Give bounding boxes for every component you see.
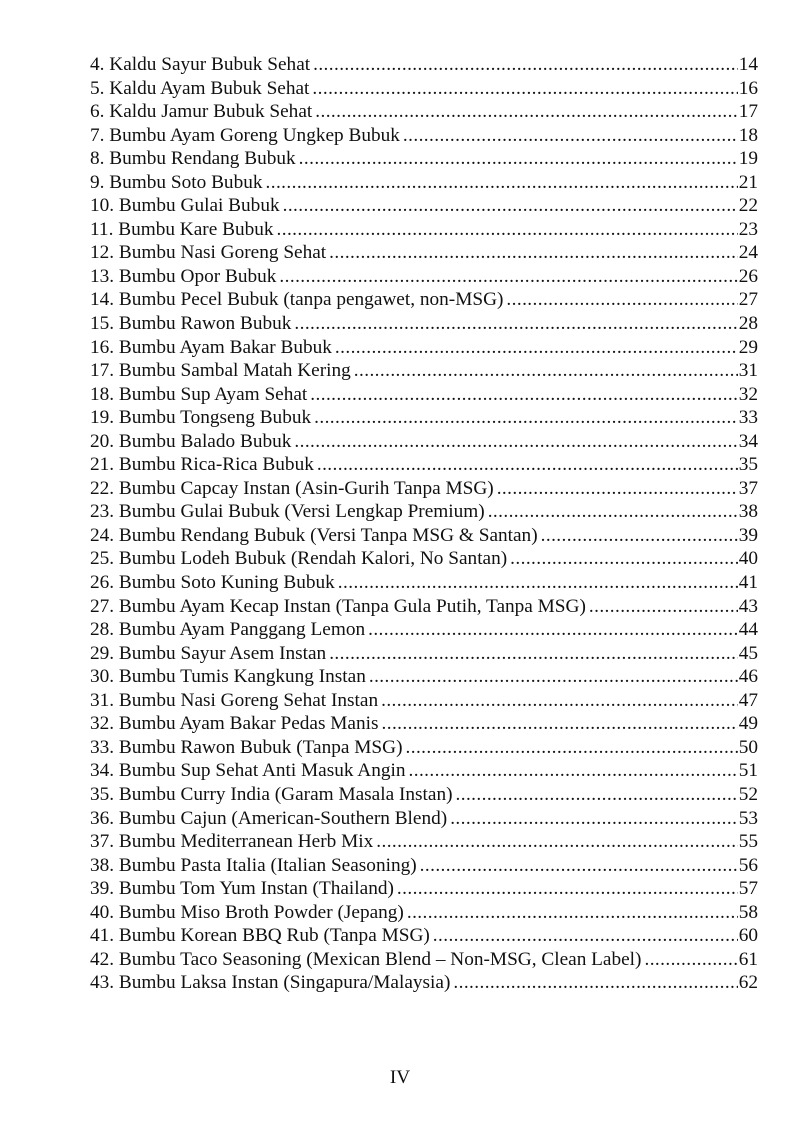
toc-entry[interactable] (90, 618, 758, 642)
toc-entry-title: 4. Kaldu Sayur Bubuk Sehat (90, 54, 311, 75)
toc-entry-title: 32. Bumbu Ayam Bakar Pedas Manis (90, 713, 379, 735)
toc-entry-page: 53 (738, 807, 758, 829)
toc-entry-page: 19 (738, 148, 758, 170)
toc-entry-title: 23. Bumbu Gulai Bubuk (Versi Lengkap Premium) (90, 501, 485, 523)
toc-entry-page: 40 (738, 548, 758, 570)
dot-leader (294, 312, 737, 336)
toc-entry[interactable] (90, 477, 758, 501)
dot-leader (541, 524, 738, 548)
toc-entry-page: 27 (738, 289, 758, 311)
toc-entry[interactable] (90, 406, 758, 430)
toc-entry[interactable] (90, 430, 758, 454)
toc-entry[interactable] (90, 524, 758, 548)
dot-leader (312, 77, 737, 101)
toc-entry-title: 36. Bumbu Cajun (American-Southern Blend) (90, 807, 448, 829)
toc-entry-page: 21 (738, 171, 758, 193)
toc-entry-title: 19. Bumbu Tongseng Bubuk (90, 407, 312, 429)
toc-entry-page: 26 (738, 265, 758, 287)
toc-entry-title: 35. Bumbu Curry India (Garam Masala Instan) (90, 783, 453, 805)
toc-entry-page: 31 (738, 360, 758, 382)
dot-leader (310, 383, 737, 407)
dot-leader (433, 924, 738, 948)
toc-entry[interactable] (90, 665, 758, 689)
toc-entry-title: 24. Bumbu Rendang Bubuk (Versi Tanpa MSG & Santan) (90, 524, 538, 546)
dot-leader (409, 759, 738, 783)
dot-leader (397, 877, 738, 901)
toc-entry-title: 8. Bumbu Rendang Bubuk (90, 148, 296, 170)
toc-entry-title: 14. Bumbu Pecel Bubuk (tanpa pengawet, non-MSG) (90, 289, 504, 311)
toc-entry[interactable] (90, 736, 758, 760)
dot-leader (329, 642, 738, 666)
dot-leader (368, 618, 738, 642)
toc-entry-page: 14 (738, 54, 758, 75)
dot-leader (317, 453, 738, 477)
toc-entry-title: 38. Bumbu Pasta Italia (Italian Seasoning) (90, 854, 417, 876)
toc-entry[interactable] (90, 288, 758, 312)
toc-entry-title: 39. Bumbu Tom Yum Instan (Thailand) (90, 878, 394, 900)
dot-leader (382, 712, 738, 736)
toc-entry[interactable] (90, 241, 758, 265)
dot-leader (589, 595, 738, 619)
toc-entry-page: 34 (738, 430, 758, 452)
toc-entry-page: 33 (738, 407, 758, 429)
toc-entry-page: 61 (738, 948, 758, 970)
toc-entry-title: 34. Bumbu Sup Sehat Anti Masuk Angin (90, 760, 406, 782)
toc-entry[interactable] (90, 783, 758, 807)
toc-entry-title: 21. Bumbu Rica-Rica Bubuk (90, 454, 314, 476)
dot-leader (456, 783, 738, 807)
toc-entry[interactable] (90, 547, 758, 571)
toc-entry-page: 38 (738, 501, 758, 523)
dot-leader (407, 901, 738, 925)
toc-entry-title: 42. Bumbu Taco Seasoning (Mexican Blend – Non-MSG, Clean Label) (90, 948, 642, 970)
dot-leader (283, 194, 738, 218)
toc-entry[interactable] (90, 595, 758, 619)
toc-entry-page: 32 (738, 383, 758, 405)
toc-entry-title: 12. Bumbu Nasi Goreng Sehat (90, 242, 327, 264)
toc-entry-page: 56 (738, 854, 758, 876)
dot-leader (266, 171, 738, 195)
toc-entry[interactable] (90, 53, 758, 77)
dot-leader (299, 147, 738, 171)
toc-entry-page: 18 (738, 124, 758, 146)
toc-entry-title: 11. Bumbu Kare Bubuk (90, 218, 274, 240)
toc-entry[interactable] (90, 147, 758, 171)
toc-entry-page: 47 (738, 689, 758, 711)
toc-entry-page: 46 (738, 666, 758, 688)
toc-entry[interactable] (90, 807, 758, 831)
dot-leader (279, 265, 737, 289)
toc-entry-title: 9. Bumbu Soto Bubuk (90, 171, 263, 193)
toc-entry-page: 55 (738, 831, 758, 853)
dot-leader (313, 53, 738, 77)
toc-entry[interactable] (90, 124, 758, 148)
toc-entry-title: 20. Bumbu Balado Bubuk (90, 430, 292, 452)
dot-leader (329, 241, 738, 265)
toc-entry-page: 24 (738, 242, 758, 264)
dot-leader (314, 406, 738, 430)
toc-entry-page: 43 (738, 595, 758, 617)
toc-entry-title: 17. Bumbu Sambal Matah Kering (90, 360, 351, 382)
toc-entry[interactable] (90, 901, 758, 925)
dot-leader (381, 689, 738, 713)
toc-entry-title: 27. Bumbu Ayam Kecap Instan (Tanpa Gula Putih, Tanpa MSG) (90, 595, 586, 617)
dot-leader (403, 124, 738, 148)
toc-entry-page: 16 (738, 77, 758, 99)
toc-entry-title: 41. Bumbu Korean BBQ Rub (Tanpa MSG) (90, 925, 430, 947)
toc-entry-page: 49 (738, 713, 758, 735)
toc-entry-title: 28. Bumbu Ayam Panggang Lemon (90, 619, 366, 641)
toc-entry-page: 44 (738, 619, 758, 641)
toc-entry-title: 29. Bumbu Sayur Asem Instan (90, 642, 327, 664)
toc-entry[interactable] (90, 877, 758, 901)
dot-leader (315, 100, 737, 124)
toc-entry-page: 58 (738, 901, 758, 923)
toc-entry[interactable] (90, 854, 758, 878)
toc-entry[interactable] (90, 759, 758, 783)
toc-entry-page: 60 (738, 925, 758, 947)
dot-leader (376, 830, 737, 854)
dot-leader (420, 854, 738, 878)
toc-entry-page: 52 (738, 783, 758, 805)
toc-entry-title: 6. Kaldu Jamur Bubuk Sehat (90, 101, 313, 123)
toc-entry[interactable] (90, 642, 758, 666)
toc-entry-title: 26. Bumbu Soto Kuning Bubuk (90, 572, 335, 594)
toc-entry[interactable] (90, 100, 758, 124)
toc-entry-page: 62 (738, 972, 758, 994)
dot-leader (506, 288, 737, 312)
dot-leader (497, 477, 738, 501)
toc-entry[interactable] (90, 77, 758, 101)
toc-entry[interactable] (90, 194, 758, 218)
dot-leader (354, 359, 738, 383)
toc-entry[interactable] (90, 265, 758, 289)
dot-leader (335, 336, 738, 360)
toc-entry-title: 18. Bumbu Sup Ayam Sehat (90, 383, 308, 405)
toc-entry[interactable] (90, 383, 758, 407)
toc-entry-page: 39 (738, 524, 758, 546)
toc-entry-page: 17 (738, 101, 758, 123)
toc-entry[interactable] (90, 689, 758, 713)
toc-entry-page: 35 (738, 454, 758, 476)
toc-entry-title: 5. Kaldu Ayam Bubuk Sehat (90, 77, 310, 99)
dot-leader (450, 807, 738, 831)
toc-entry-page: 28 (738, 313, 758, 335)
dot-leader (644, 948, 737, 972)
toc-entry-title: 10. Bumbu Gulai Bubuk (90, 195, 280, 217)
toc-entry[interactable] (90, 971, 758, 995)
toc-entry-title: 33. Bumbu Rawon Bubuk (Tanpa MSG) (90, 736, 403, 758)
toc-entry-title: 40. Bumbu Miso Broth Powder (Jepang) (90, 901, 404, 923)
toc-entry-title: 37. Bumbu Mediterranean Herb Mix (90, 831, 374, 853)
toc-entry-title: 25. Bumbu Lodeh Bubuk (Rendah Kalori, No Santan) (90, 548, 508, 570)
toc-entry[interactable] (90, 336, 758, 360)
dot-leader (294, 430, 737, 454)
dot-leader (406, 736, 738, 760)
dot-leader (277, 218, 738, 242)
toc-entry[interactable] (90, 171, 758, 195)
dot-leader (488, 500, 738, 524)
table-of-contents (90, 53, 758, 995)
toc-entry-page: 45 (738, 642, 758, 664)
toc-entry-title: 22. Bumbu Capcay Instan (Asin-Gurih Tanpa MSG) (90, 477, 494, 499)
toc-entry[interactable] (90, 571, 758, 595)
dot-leader (369, 665, 738, 689)
dot-leader (510, 547, 738, 571)
dot-leader (338, 571, 738, 595)
toc-entry-page: 22 (738, 195, 758, 217)
toc-entry-page: 51 (738, 760, 758, 782)
toc-entry-title: 30. Bumbu Tumis Kangkung Instan (90, 666, 366, 688)
toc-entry[interactable] (90, 312, 758, 336)
toc-entry[interactable] (90, 218, 758, 242)
dot-leader (453, 971, 737, 995)
toc-entry[interactable] (90, 948, 758, 972)
toc-entry-page: 29 (738, 336, 758, 358)
toc-entry-title: 15. Bumbu Rawon Bubuk (90, 313, 292, 335)
toc-entry-page: 50 (738, 736, 758, 758)
toc-entry-title: 16. Bumbu Ayam Bakar Bubuk (90, 336, 332, 358)
toc-entry-page: 37 (738, 477, 758, 499)
toc-entry-page: 23 (738, 218, 758, 240)
toc-entry[interactable] (90, 359, 758, 383)
toc-entry-page: 41 (738, 572, 758, 594)
toc-entry-page: 57 (738, 878, 758, 900)
toc-entry-title: 31. Bumbu Nasi Goreng Sehat Instan (90, 689, 379, 711)
page-number: IV (389, 1067, 411, 1088)
toc-entry[interactable] (90, 924, 758, 948)
toc-entry-title: 13. Bumbu Opor Bubuk (90, 265, 277, 287)
toc-entry[interactable] (90, 453, 758, 477)
toc-entry[interactable] (90, 500, 758, 524)
toc-entry-title: 7. Bumbu Ayam Goreng Ungkep Bubuk (90, 124, 400, 146)
toc-entry[interactable] (90, 712, 758, 736)
toc-entry-title: 43. Bumbu Laksa Instan (Singapura/Malaysia) (90, 972, 451, 994)
toc-entry[interactable] (90, 830, 758, 854)
